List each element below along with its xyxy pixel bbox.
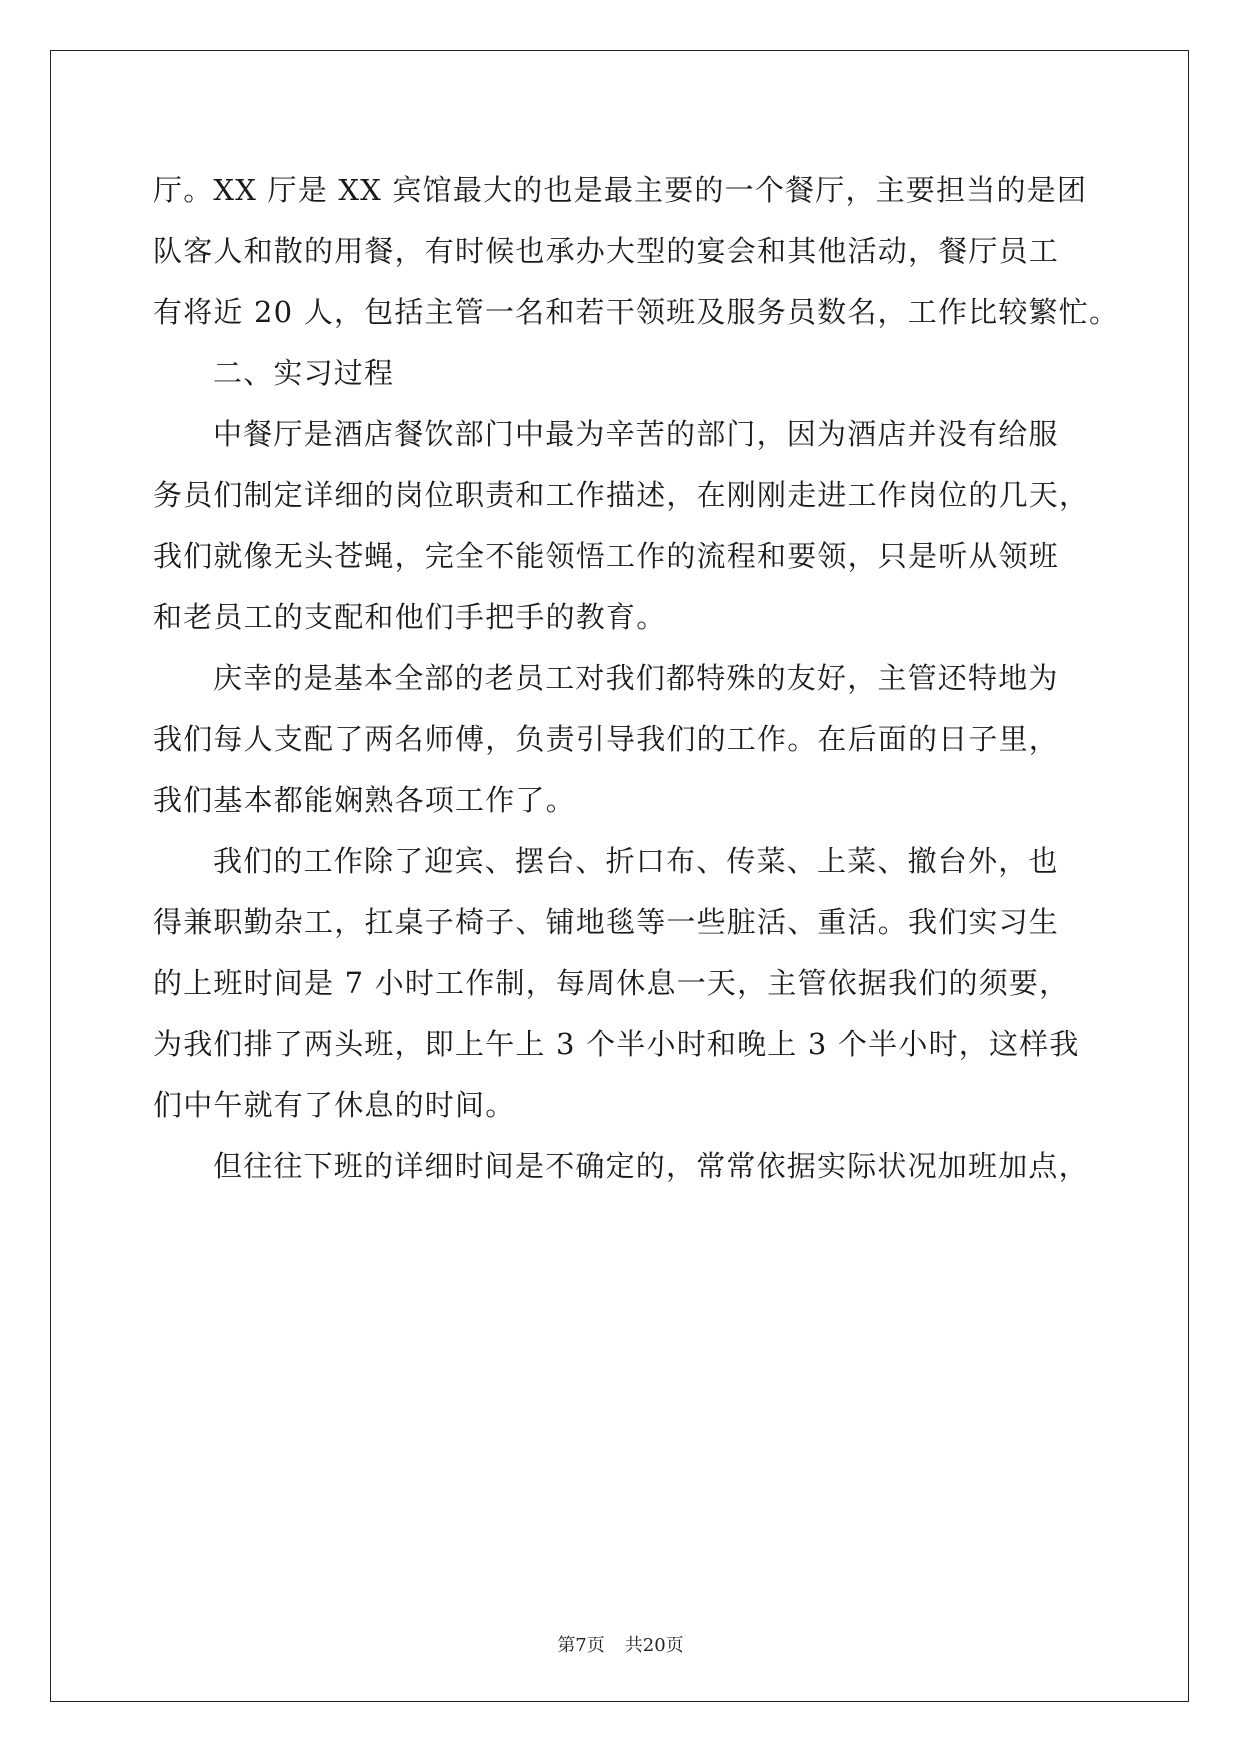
section-heading: 二、实习过程 (213, 356, 395, 390)
page-number: 第7页 (557, 1635, 605, 1656)
text-line: 有将近 20 人，包括主管一名和若干领班及服务员数名，工作比较繁忙。 (153, 295, 1120, 329)
text-line: 庆幸的是基本全部的老员工对我们都特殊的友好，主管还特地为 (213, 661, 1059, 695)
text-line: 为我们排了两头班，即上午上 3 个半小时和晚上 3 个半小时，这样我 (153, 1027, 1080, 1061)
page-total: 共20页 (624, 1635, 684, 1656)
text-line: 我们每人支配了两名师傅，负责引导我们的工作。在后面的日子里， (153, 722, 1060, 756)
text-line: 我们基本都能娴熟各项工作了。 (153, 783, 576, 817)
text-line: 的上班时间是 7 小时工作制，每周休息一天，主管依据我们的须要， (153, 966, 1070, 1000)
text-line: 厅。XX 厅是 XX 宾馆最大的也是最主要的一个餐厅，主要担当的是团 (153, 173, 1088, 207)
text-line: 们中午就有了休息的时间。 (153, 1088, 516, 1122)
text-line: 得兼职勤杂工，扛桌子椅子、铺地毯等一些脏活、重活。我们实习生 (153, 905, 1060, 939)
document-body (153, 160, 1120, 1197)
text-line: 我们的工作除了迎宾、摆台、折口布、传菜、上菜、撤台外，也 (213, 844, 1059, 878)
page-footer (0, 1631, 1241, 1657)
text-line: 队客人和散的用餐，有时候也承办大型的宴会和其他活动，餐厅员工 (153, 234, 1060, 268)
text-line: 务员们制定详细的岗位职责和工作描述，在刚刚走进工作岗位的几天， (153, 478, 1090, 512)
text-line: 但往往下班的详细时间是不确定的，常常依据实际状况加班加点， (213, 1149, 1089, 1183)
text-line: 和老员工的支配和他们手把手的教育。 (153, 600, 667, 634)
text-line: 我们就像无头苍蝇，完全不能领悟工作的流程和要领，只是听从领班 (153, 539, 1060, 573)
text-line: 中餐厅是酒店餐饮部门中最为辛苦的部门，因为酒店并没有给服 (213, 417, 1059, 451)
